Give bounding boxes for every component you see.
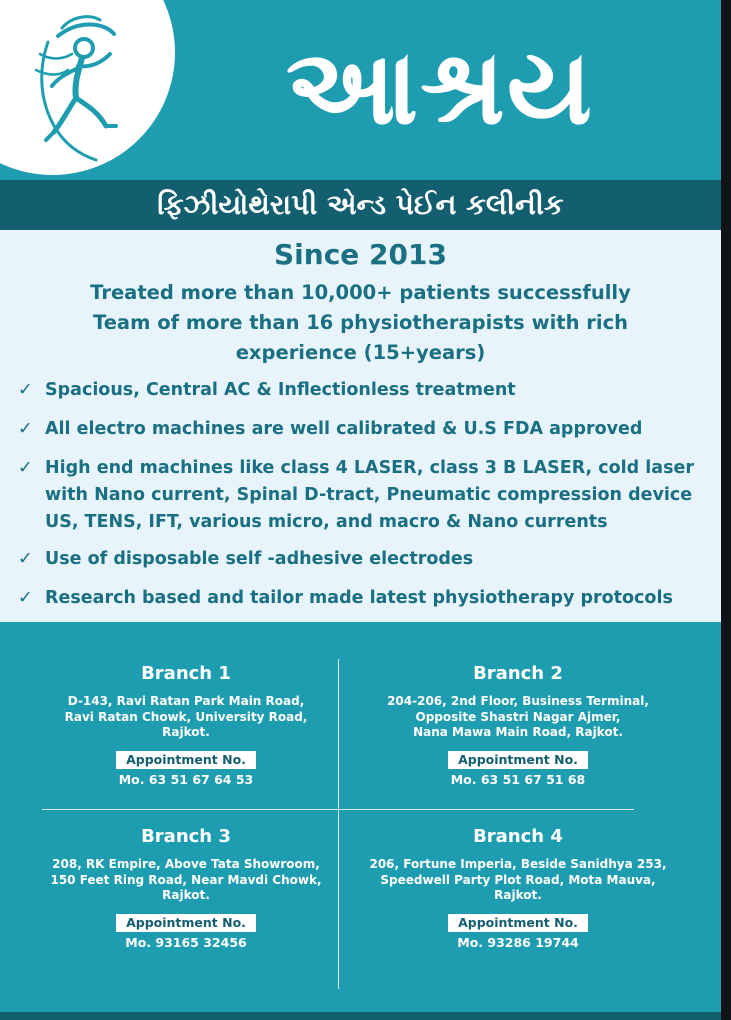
address-line: 208, RK Empire, Above Tata Showroom,: [52, 857, 320, 871]
branch-address: [36, 857, 336, 904]
tagline-experience: experience (15+years): [235, 341, 486, 364]
branch-phone[interactable]: Mo. 63 51 67 51 68: [450, 771, 586, 787]
address-line: Nana Mawa Main Road, Rajkot.: [413, 725, 623, 739]
branch-card-1: [36, 662, 336, 789]
branch-name: Branch 2: [473, 663, 563, 684]
branch-address: [368, 857, 668, 904]
branch-card-3: [36, 825, 336, 952]
feature-text: High end machines like class 4 LASER, class 3 B LASER, cold laser with Nano current, Spinal D-tract, Pneumatic compression device US, TENS, IFT, various micro, and macro & Nano currents: [45, 458, 695, 532]
clinic-subtitle: ફિઝીયોથેરાપી એન્ડ પેઈન કલીનીક: [0, 180, 721, 230]
appointment-label: Appointment No.: [448, 914, 588, 932]
appointment-label: Appointment No.: [448, 751, 588, 769]
check-icon: ✓: [18, 588, 33, 608]
address-line: Speedwell Party Plot Road, Mota Mauva,: [380, 872, 656, 887]
divider-horizontal: [42, 809, 634, 810]
branch-phone[interactable]: Mo. 63 51 67 64 53: [118, 771, 254, 787]
branch-phone[interactable]: Mo. 93286 19744: [457, 934, 579, 950]
info-section: [0, 230, 721, 622]
clinic-title: આશ્રય: [285, 26, 595, 148]
tagline-team: Team of more than 16 physiotherapists with rich: [92, 311, 629, 334]
appointment-label: Appointment No.: [116, 914, 256, 932]
tagline-patients: Treated more than 10,000+ patients successfully: [90, 281, 631, 304]
address-line: 150 Feet Ring Road, Near Mavdi Chowk,: [50, 872, 322, 887]
feature-item: [18, 377, 698, 404]
window-edge: [721, 0, 731, 1020]
address-line: 204-206, 2nd Floor, Business Terminal,: [387, 694, 649, 708]
feature-text: Spacious, Central AC & Inflectionless treatment: [45, 380, 516, 400]
check-icon: ✓: [18, 419, 33, 439]
address-line: Rajkot.: [494, 888, 542, 902]
since-heading: Since 2013: [274, 238, 447, 271]
feature-item: [18, 546, 698, 573]
address-line: D-143, Ravi Ratan Park Main Road,: [67, 694, 305, 708]
branch-address: [36, 694, 336, 741]
check-icon: ✓: [18, 549, 33, 569]
address-line: Ravi Ratan Chowk, University Road,: [64, 709, 308, 724]
feature-item: [18, 585, 698, 612]
branch-card-2: [368, 662, 668, 789]
footer-bar: [0, 1012, 721, 1020]
branch-name: Branch 4: [473, 826, 563, 847]
feature-text: Research based and tailor made latest physiotherapy protocols: [45, 588, 673, 608]
address-line: 206, Fortune Imperia, Beside Sanidhya 253,: [369, 857, 667, 871]
branch-name: Branch 3: [141, 826, 231, 847]
feature-item: [18, 455, 698, 536]
check-icon: ✓: [18, 458, 33, 478]
divider-vertical: [338, 659, 339, 989]
address-line: Rajkot.: [162, 888, 210, 902]
branch-name: Branch 1: [141, 663, 231, 684]
address-line: Opposite Shastri Nagar Ajmer,: [415, 709, 621, 724]
runner-logo-icon: [18, 14, 128, 164]
branch-phone[interactable]: Mo. 93165 32456: [125, 934, 247, 950]
feature-text: All electro machines are well calibrated & U.S FDA approved: [45, 419, 643, 439]
header: [0, 0, 721, 180]
feature-text: Use of disposable self -adhesive electrodes: [45, 549, 474, 569]
branch-card-4: [368, 825, 668, 952]
feature-item: [18, 416, 698, 443]
address-line: Rajkot.: [162, 725, 210, 739]
branches-section: [0, 622, 721, 1012]
check-icon: ✓: [18, 380, 33, 400]
appointment-label: Appointment No.: [116, 751, 256, 769]
branch-address: [368, 694, 668, 741]
